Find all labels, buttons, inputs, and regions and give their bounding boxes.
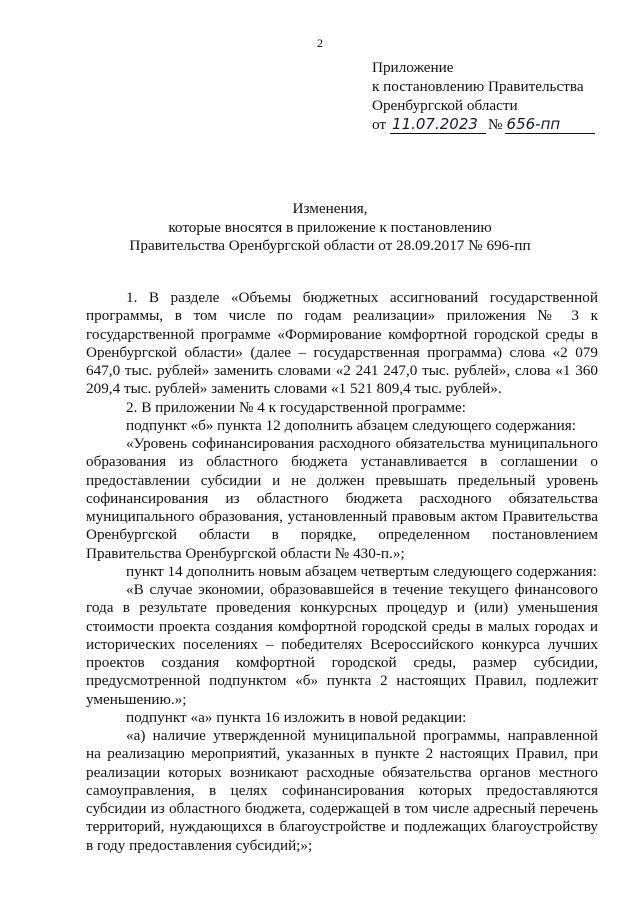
paragraph-1: 1. В разделе «Объемы бюджетных ассигнований государственной программы, в том числе по годам реализации» приложения № 3 к государственной программе «Формирование комфортной городской среды в Оренбургской области» (далее – государственная программа) слова «2 079 647,0 тыс. рублей» заменить словами «2 241 247,0 тыс. рублей», слова «1 360 209,4 тыс. рублей» заменить словами «1 521 809,4 тыс. рублей». <box>86 289 598 398</box>
paragraph-8: «а) наличие утвержденной муниципальной программы, направленной на реализацию мероприятий, указанных в пункте 2 настоящих Правил, при реализации которых возникают расходные обязательства органов местного самоуправления, в целях софинансирования которых предоставляются субсидии из областного бюджета, содержащей в том числе адресный перечень территорий, нуждающихся в благоустройстве и подлежащих благоустройству в году предоставления субсидий;»; <box>86 727 598 854</box>
date-underline <box>390 116 486 134</box>
handwritten-number: 656-пп <box>506 115 561 133</box>
paragraph-5: пункт 14 дополнить новым абзацем четвертым следующего содержания: <box>126 562 597 580</box>
number-sign: № <box>488 116 503 133</box>
appendix-line-1: Приложение <box>372 59 454 76</box>
handwritten-date: 11.07.2023 <box>392 115 478 133</box>
paragraph-2: 2. В приложении № 4 к государственной программе: <box>126 398 466 416</box>
appendix-date-number <box>372 115 595 134</box>
document-body <box>86 289 598 855</box>
appendix-header <box>372 58 595 134</box>
from-label: от <box>372 116 387 133</box>
appendix-line-3: Оренбургской области <box>372 97 518 114</box>
paragraph-4: «Уровень софинансирования расходного обязательства муниципального образования из областного бюджета устанавливается в соглашении о предоставлении субсидии и не должен превышать предельный уровень софинансирования из областного бюджета расходного обязательства муниципального образования, установленный правовым актом Правительства Оренбургской области в порядке, определенном постановлением Правительства Оренбургской области № 430-п.»; <box>86 435 598 562</box>
title-line-2: которые вносятся в приложение к постановлению <box>168 218 492 236</box>
paragraph-3: подпункт «б» пункта 12 дополнить абзацем следующего содержания: <box>126 416 576 434</box>
document-title <box>90 200 570 256</box>
paragraph-6: «В случае экономии, образовавшейся в течение текущего финансового года в результате проведения конкурсных процедур и (или) уменьшения стоимости проекта создания комфортной городской среды в малых городах и исторических поселениях – победителях Всероссийского конкурса лучших проектов создания комфортной городской среды, размер субсидии, предусмотренной подпунктом «б» пункта 2 настоящих Правил, подлежит уменьшению.»; <box>86 581 598 708</box>
number-underline <box>505 116 595 134</box>
title-line-3: Правительства Оренбургской области от 28.09.2017 № 696-пп <box>129 237 531 254</box>
title-line-1: Изменения, <box>292 200 368 217</box>
paragraph-7: подпункт «а» пункта 16 изложить в новой редакции: <box>126 708 467 726</box>
appendix-line-2: к постановлению Правительства <box>372 78 584 95</box>
page-number: 2 <box>317 36 323 50</box>
